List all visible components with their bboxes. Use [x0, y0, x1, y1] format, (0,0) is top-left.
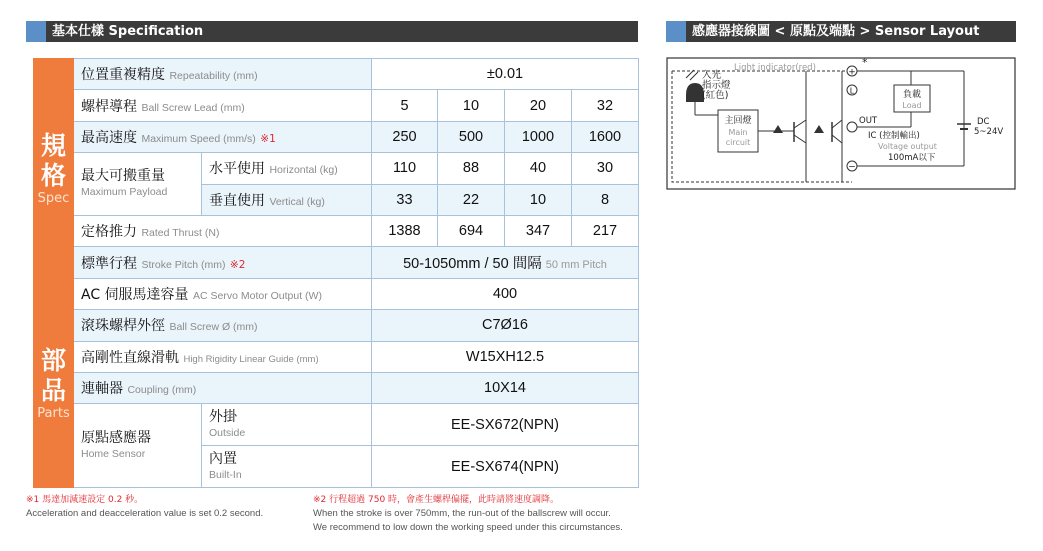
value-servo: 400 [372, 278, 639, 309]
table-row [34, 90, 639, 121]
table-row [34, 121, 639, 152]
indicator-zh: 入光 [702, 70, 722, 81]
value-cell: 347 [505, 215, 572, 246]
value-cell: 217 [572, 215, 639, 246]
footnote-1 [26, 493, 263, 521]
label-payload [74, 153, 202, 216]
table-row [34, 247, 639, 278]
value-cell: 40 [505, 153, 572, 184]
voltage-output-label: Voltage output [878, 142, 937, 151]
footnote-2-en-2: We recommend to low down the working speed under this circumstances. [313, 522, 623, 533]
label-zh: 高剛性直線滑軌 [81, 349, 179, 366]
footnote-2-en-1: When the stroke is over 750mm, the run-out of the ballscrew will occur. [313, 508, 611, 519]
value-cell: 1600 [572, 121, 639, 152]
note-mark: ※1 [260, 132, 276, 145]
l-sign: L [849, 86, 855, 96]
group-parts [34, 278, 74, 488]
label-zh: 內置 [209, 450, 237, 467]
minus-sign: − [848, 162, 856, 173]
main-circuit-zh: 主回燈 [724, 116, 752, 126]
transistor-icon [794, 135, 806, 143]
label-builtin [202, 446, 372, 488]
label-zh: 最大可搬重量 [81, 168, 165, 185]
group-spec-char-1: 規 [40, 130, 66, 160]
label-zh: 原點感應器 [81, 429, 151, 446]
label-zh: 垂直使用 [209, 192, 265, 209]
value-cell: 22 [438, 184, 505, 215]
label-horizontal [202, 153, 372, 184]
out-label: OUT [859, 116, 878, 126]
label-en: Ball Screw Ø (mm) [169, 321, 258, 334]
dc-range-label: 5~24V [974, 127, 1004, 137]
label-zh: 水平使用 [209, 161, 265, 178]
indicator-zh: 指示燈 [702, 80, 731, 91]
value-cell: 500 [438, 121, 505, 152]
label-en: Horizontal (kg) [269, 164, 338, 177]
label-en: Maximum Speed (mm/s) [141, 132, 256, 145]
value-cell: 250 [372, 121, 438, 152]
label-thrust [74, 215, 372, 246]
diode-icon [773, 125, 783, 133]
label-zh: 滾珠螺桿外徑 [81, 318, 165, 335]
value-cell: 8 [572, 184, 639, 215]
current-label: 100mA以下 [888, 153, 936, 163]
table-row [34, 310, 639, 341]
label-zh: 連軸器 [81, 381, 123, 398]
dc-label: DC [977, 117, 990, 127]
value-builtin: EE-SX674(NPN) [372, 446, 639, 488]
table-row [34, 372, 639, 403]
header-accent [666, 21, 686, 42]
label-en: Rated Thrust (N) [141, 227, 220, 240]
label-servo [74, 278, 372, 309]
transistor-icon [832, 135, 842, 143]
sensor-title: 感應器接線圖 < 原點及端點 > Sensor Layout [692, 24, 980, 39]
label-en: Coupling (mm) [127, 384, 197, 397]
label-en: Home Sensor [81, 447, 146, 460]
plus-sign: + [848, 67, 856, 78]
label-zh: 最高速度 [81, 129, 137, 146]
value-cell: 5 [372, 90, 438, 121]
value-cell: 32 [572, 90, 639, 121]
label-zh: 位置重複精度 [81, 67, 165, 84]
label-en: AC Servo Motor Output (W) [193, 289, 322, 302]
spec-title-en: Specification [108, 24, 204, 39]
value-cell: 10 [505, 184, 572, 215]
value-ball-screw: C7Ø16 [372, 310, 639, 341]
value-cell: 1000 [505, 121, 572, 152]
load-zh: 負載 [902, 90, 922, 100]
value-cell: 1388 [372, 215, 438, 246]
sensor-wiring-diagram [666, 50, 1016, 190]
table-row [34, 215, 639, 246]
label-en: Built-In [209, 468, 242, 481]
value-outside: EE-SX672(NPN) [372, 404, 639, 446]
label-ball-screw [74, 310, 372, 341]
group-spec-en: Spec [37, 190, 70, 206]
table-row [34, 59, 639, 90]
transistor-icon [794, 120, 806, 128]
ic-label: IC (控制輸出) [868, 131, 920, 141]
group-parts-char-1: 部 [40, 345, 66, 375]
label-coupling [74, 372, 372, 403]
group-parts-char-2: 品 [40, 375, 66, 405]
value-cell: 30 [572, 153, 639, 184]
table-row [34, 341, 639, 372]
star-mark: * [862, 56, 868, 69]
transistor-icon [832, 120, 842, 128]
label-zh: 外掛 [209, 408, 237, 425]
table-row [34, 153, 639, 184]
sensor-header [666, 21, 1016, 42]
footnote-1-zh: ※1 馬達加減速設定 0.2 秒。 [26, 495, 144, 505]
label-vertical [202, 184, 372, 215]
label-en: Maximum Payload [81, 186, 168, 199]
diode-icon [814, 125, 824, 133]
spec-title-zh: 基本仕樣 [52, 24, 105, 39]
value-coupling: 10X14 [372, 372, 639, 403]
value-cell: 20 [505, 90, 572, 121]
label-outside [202, 404, 372, 446]
value-stroke [372, 247, 639, 278]
stroke-value: 50-1050mm / 50 間隔 [403, 256, 542, 273]
label-lead [74, 90, 372, 121]
footnote-2-zh: ※2 行程超過 750 時，會產生螺桿偏擺，此時請將速度調降。 [313, 495, 560, 505]
label-en: High Rigidity Linear Guide (mm) [183, 353, 319, 365]
value-cell: 33 [372, 184, 438, 215]
value-cell: 694 [438, 215, 505, 246]
label-en: Vertical (kg) [269, 195, 325, 208]
light-indicator-label: Light indicator(red) [734, 63, 816, 73]
note-mark: ※2 [229, 258, 246, 271]
value-repeatability: ±0.01 [372, 59, 639, 90]
value-cell: 110 [372, 153, 438, 184]
group-parts-en: Parts [37, 405, 70, 421]
table-row [34, 404, 639, 446]
stroke-pitch: 50 mm Pitch [545, 259, 607, 272]
table-row [34, 278, 639, 309]
label-en: Outside [209, 426, 246, 439]
label-en: Ball Screw Lead (mm) [141, 101, 245, 114]
spec-header [26, 21, 638, 42]
value-guide: W15XH12.5 [372, 341, 639, 372]
main-circuit-en: Main [728, 128, 748, 137]
spec-table [33, 58, 639, 488]
label-home-sensor [74, 404, 202, 488]
terminal-out [847, 122, 857, 132]
label-zh: AC 伺服馬達容量 [81, 286, 189, 303]
label-en: Stroke Pitch (mm) [141, 258, 226, 271]
group-spec-char-2: 格 [40, 160, 66, 190]
header-accent [26, 21, 46, 42]
label-repeatability [74, 59, 372, 90]
label-zh: 標準行程 [81, 255, 137, 272]
label-stroke [74, 247, 372, 278]
label-guide [74, 341, 372, 372]
value-cell: 88 [438, 153, 505, 184]
indicator-zh: (紅色) [702, 90, 729, 101]
label-en: Repeatability (mm) [169, 70, 258, 83]
value-cell: 10 [438, 90, 505, 121]
group-spec [34, 59, 74, 279]
label-zh: 定格推力 [81, 224, 137, 241]
load-en: Load [902, 101, 922, 110]
label-max-speed [74, 121, 372, 152]
label-zh: 螺桿導程 [81, 98, 137, 115]
main-circuit-en: circuit [725, 138, 751, 147]
footnote-1-en: Acceleration and deacceleration value is set 0.2 second. [26, 508, 264, 519]
footnote-2 [313, 493, 623, 535]
